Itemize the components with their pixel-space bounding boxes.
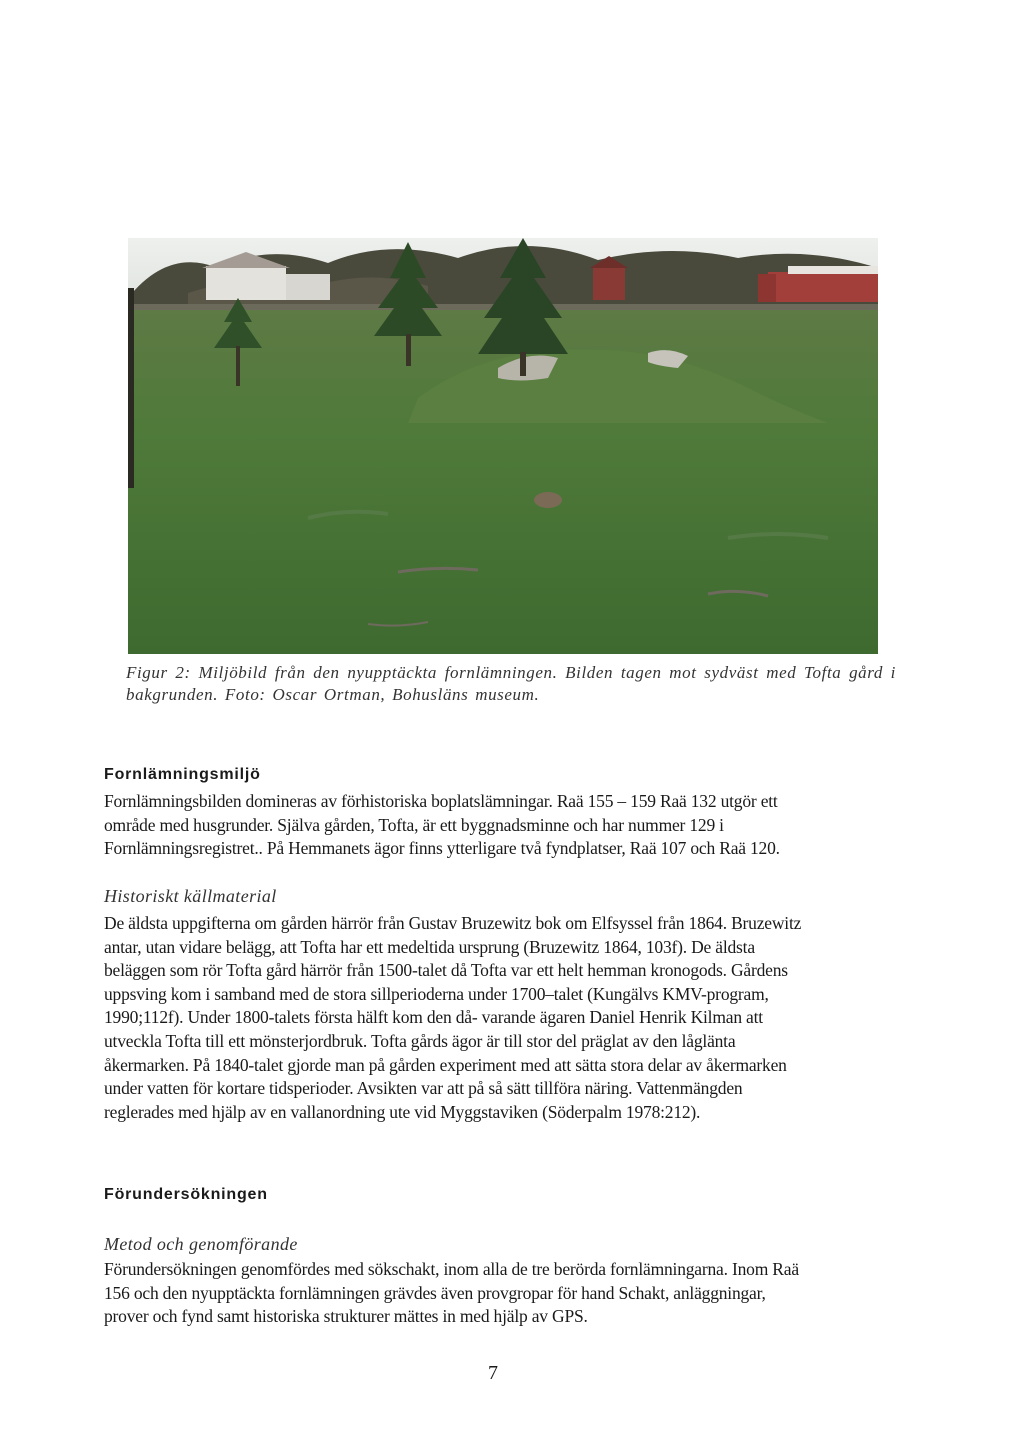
page-number: 7	[488, 1362, 498, 1384]
text-line: Fornlämningsbilden domineras av förhistoriska boplatslämningar. Raä 155 – 159 Raä 132 utgör ett	[104, 791, 778, 811]
figure-photo	[128, 238, 878, 654]
text-line: De äldsta uppgifterna om gården härrör från Gustav Bruzewitz bok om Elfsyssel från 1864. Bruzewitz	[104, 913, 802, 933]
paragraph-fornlamningsmiljo	[104, 790, 896, 861]
text-line: prover och fynd samt historiska strukturer mättes in med hjälp av GPS.	[104, 1306, 588, 1327]
paragraph-metod	[104, 1258, 896, 1329]
text-line: utveckla Tofta till ett mönsterjordbruk. Tofta gårds ägor är till stor del präglat av den låglänta	[104, 1030, 736, 1051]
text-line: Förundersökningen genomfördes med sökschakt, inom alla de tre berörda fornlämningarna. Inom Raä	[104, 1259, 799, 1279]
text-line: antar, utan vidare belägg, att Tofta har ett medeltida ursprung (Bruzewitz 1864, 103f). De äldsta	[104, 936, 755, 957]
figure-caption: Figur 2: Miljöbild från den nyupptäckta fornlämningen. Bilden tagen mot sydväst med Tofta gård i bakgrunden. Foto: Oscar Ortman, Bohusläns museum.	[126, 663, 896, 704]
text-line: 156 och den nyupptäckta fornlämningen grävdes även provgropar för hand Schakt, anläggningar,	[104, 1282, 766, 1303]
section-heading-fornlamningsmiljo: Fornlämningsmiljö	[104, 766, 261, 783]
text-line: under vatten för kortare tidsperioder. Avsikten var att på så sätt tillföra näring. Vattenmängden	[104, 1078, 743, 1099]
text-line: 1990;112f). Under 1800-talets första hälft kom den då- varande ägaren Daniel Henrik Kilman att	[104, 1007, 763, 1028]
subheading-metod-och-genomforande: Metod och genomförande	[104, 1234, 298, 1254]
section-heading-historiskt-kallmaterial: Historiskt källmaterial	[104, 886, 277, 906]
text-line: åkermarken. På 1840-talet gjorde man på gården experiment med att sätta stora delar av åkermarken	[104, 1054, 787, 1075]
text-line: reglerades med hjälp av en vallanordning ute vid Myggstaviken (Söderpalm 1978:212).	[104, 1101, 701, 1122]
text-line: uppsving kom i samband med de stora sillperioderna under 1700–talet (Kungälvs KMV-program,	[104, 983, 769, 1004]
text-line: område med husgrunder. Själva gården, Tofta, är ett byggnadsminne och har nummer 129 i	[104, 814, 724, 835]
paragraph-historiskt-kallmaterial	[104, 912, 896, 1124]
section-heading-forundersokningen: Förundersökningen	[104, 1186, 268, 1203]
text-line: beläggen som rör Tofta gård härrör från 1500-talet då Tofta var ett helt hemman kronogods. Gårdens	[104, 960, 788, 981]
landscape-photo	[128, 238, 878, 654]
text-line: Fornlämningsregistret.. På Hemmanets ägor finns ytterligare två fyndplatser, Raä 107 och Raä 120.	[104, 838, 780, 859]
